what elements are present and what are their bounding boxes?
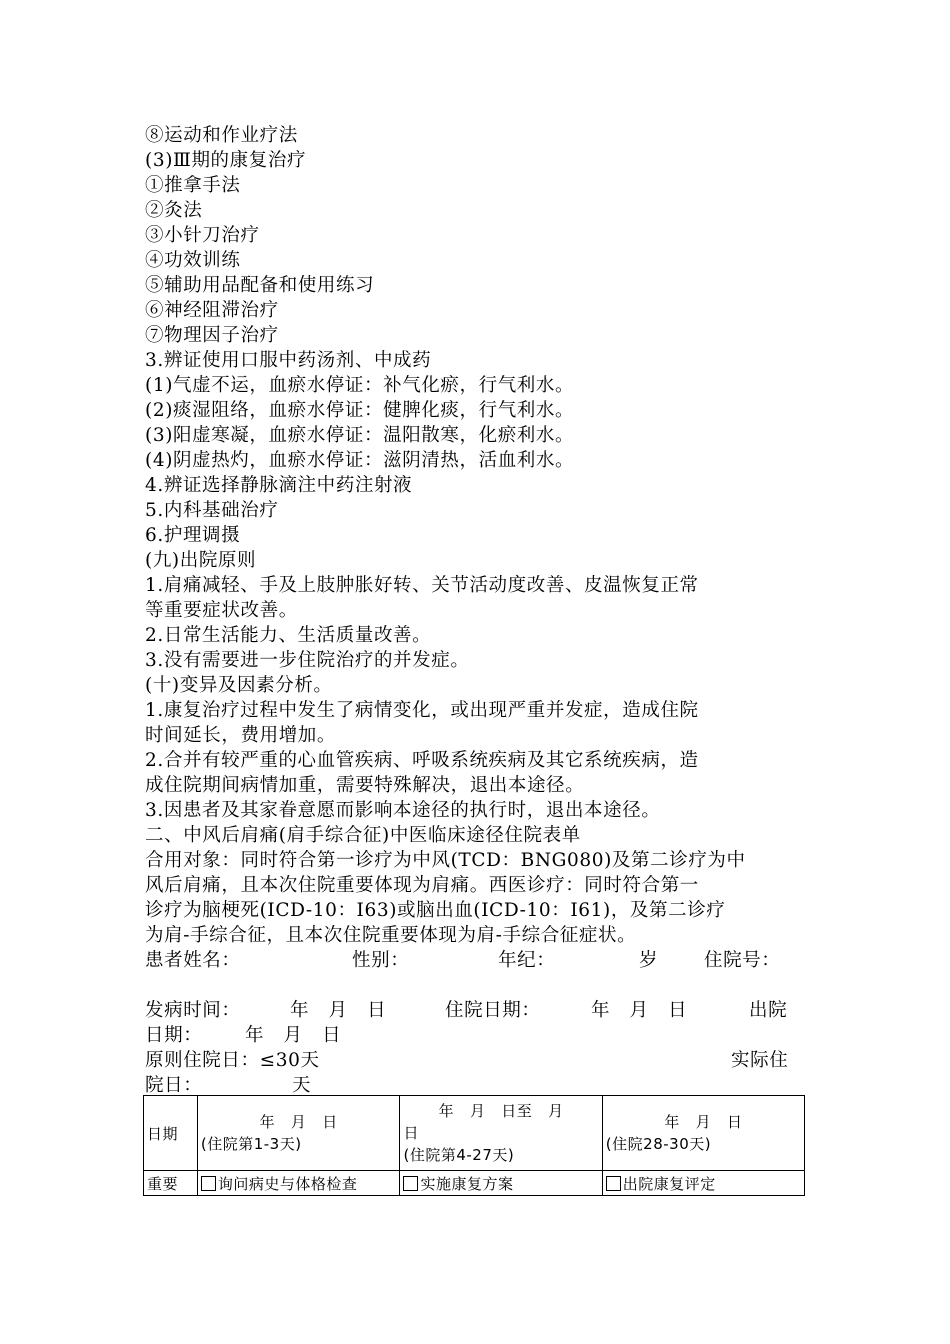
date-label-cell: [144, 1096, 198, 1171]
age-unit: 岁: [639, 950, 659, 971]
table-row: [144, 1096, 805, 1171]
form-title: 二、中风后肩痛(肩手综合征)中医临床途径住院表单: [145, 825, 581, 846]
period2-date-cont: 日: [403, 1124, 419, 1142]
period1-cell: [197, 1096, 400, 1171]
text-line: (4)阴虚热灼，血瘀水停证：滋阴清热，活血利水。: [145, 450, 575, 471]
checkbox[interactable]: [201, 1176, 216, 1191]
text-line: 5.内科基础治疗: [145, 500, 279, 521]
section-heading: (十)变异及因素分析。: [145, 675, 333, 696]
text-line: ③小针刀治疗: [145, 225, 260, 246]
actual-days-unit: 天: [292, 1075, 312, 1096]
row-label: 重要: [147, 1174, 179, 1193]
task-label: 实施康复方案: [420, 1174, 514, 1193]
onset-date: 年 月 日: [290, 1000, 387, 1021]
period2-cell: [400, 1096, 602, 1171]
text-line: 6.护理调摄: [145, 525, 241, 546]
inpatient-form-table: [143, 1095, 805, 1196]
text-line: ⑦物理因子治疗: [145, 325, 279, 346]
text-line: 时间延长，费用增加。: [145, 725, 337, 746]
period1-date: 年 月 日: [259, 1113, 338, 1131]
text-line: 3.因患者及其家眷意愿而影响本途径的执行时，退出本途径。: [145, 800, 661, 821]
actual-days-label: 实际住: [731, 1050, 789, 1071]
admission-no-label: 住院号：: [704, 950, 781, 971]
task-label: 询问病史与体格检查: [217, 1174, 358, 1193]
text-line: 风后肩痛，且本次住院重要体现为肩痛。西医诊疗：同时符合第一: [145, 875, 699, 896]
text-line: 1.肩痛减轻、手及上肢肿胀好转、关节活动度改善、皮温恢复正常: [145, 575, 699, 596]
standard-days-row: [145, 1048, 800, 1073]
document-body: [145, 123, 800, 1098]
date-label: 日期: [147, 1124, 179, 1143]
text-line: ②灸法: [145, 200, 203, 221]
period1-range: (住院第1-3天): [200, 1135, 302, 1153]
discharge-date: 年 月 日: [245, 1025, 342, 1046]
text-line: ④功效训练: [145, 250, 241, 271]
admit-date: 年 月 日: [591, 1000, 688, 1021]
period2-date: 年 月 日至 月: [438, 1102, 564, 1120]
text-line: 等重要症状改善。: [145, 600, 298, 621]
text-line: 为肩-手综合征，且本次住院重要体现为肩-手综合征症状。: [145, 925, 637, 946]
name-label: 患者姓名：: [145, 950, 241, 971]
task-cell: [400, 1171, 602, 1196]
text-line: 成住院期间病情加重，需要特殊解决，退出本途径。: [145, 775, 585, 796]
task-cell: [197, 1171, 400, 1196]
text-line: ①推拿手法: [145, 175, 241, 196]
checkbox[interactable]: [606, 1176, 621, 1191]
text-line: 3.辨证使用口服中药汤剂、中成药: [145, 350, 432, 371]
text-line: ⑧运动和作业疗法: [145, 125, 298, 146]
standard-days-label: 原则住院日：≤30天: [145, 1050, 320, 1071]
text-line: ⑤辅助用品配备和使用练习: [145, 275, 375, 296]
text-line: (3)Ⅲ期的康复治疗: [145, 150, 307, 171]
text-line: (3)阳虚寒凝，血瘀水停证：温阳散寒，化瘀利水。: [145, 425, 575, 446]
task-label: 出院康复评定: [622, 1174, 716, 1193]
period3-cell: [602, 1096, 804, 1171]
discharge-label-cont: 日期：: [145, 1025, 203, 1046]
admit-label: 住院日期：: [445, 1000, 541, 1021]
task-cell: [602, 1171, 804, 1196]
patient-info-row: [145, 948, 800, 973]
onset-label: 发病时间：: [145, 1000, 241, 1021]
checkbox[interactable]: [403, 1176, 418, 1191]
text-line: 3.没有需要进一步住院治疗的并发症。: [145, 650, 470, 671]
text-line: (2)痰湿阻络，血瘀水停证：健脾化痰，行气利水。: [145, 400, 575, 421]
discharge-row: [145, 1023, 800, 1048]
text-line: 1.康复治疗过程中发生了病情变化，或出现严重并发症，造成住院: [145, 700, 699, 721]
text-line: 2.合并有较严重的心血管疾病、呼吸系统疾病及其它系统疾病，造: [145, 750, 699, 771]
actual-days-label-cont: 院日：: [145, 1075, 203, 1096]
age-label: 年纪：: [498, 950, 556, 971]
dates-row: [145, 998, 800, 1023]
row-label-cell: [144, 1171, 198, 1196]
period2-range: (住院第4-27天): [403, 1146, 515, 1164]
text-line: 合用对象：同时符合第一诊疗为中风(TCD：BNG080)及第二诊疗为中: [145, 850, 746, 871]
text-line: (1)气虚不运，血瘀水停证：补气化瘀，行气利水。: [145, 375, 575, 396]
text-line: 4.辨证选择静脉滴注中药注射液: [145, 475, 413, 496]
text-line: 诊疗为脑梗死(ICD-10：I63)或脑出血(ICD-10：I61)，及第二诊疗: [145, 900, 726, 921]
table-row: [144, 1171, 805, 1196]
text-line: ⑥神经阻滞治疗: [145, 300, 279, 321]
gender-label: 性别：: [352, 950, 410, 971]
section-heading: (九)出院原则: [145, 550, 257, 571]
text-line: 2.日常生活能力、生活质量改善。: [145, 625, 432, 646]
period3-range: (住院28-30天): [605, 1135, 712, 1153]
discharge-label: 出院: [749, 1000, 788, 1021]
period3-date: 年 月 日: [664, 1113, 743, 1131]
